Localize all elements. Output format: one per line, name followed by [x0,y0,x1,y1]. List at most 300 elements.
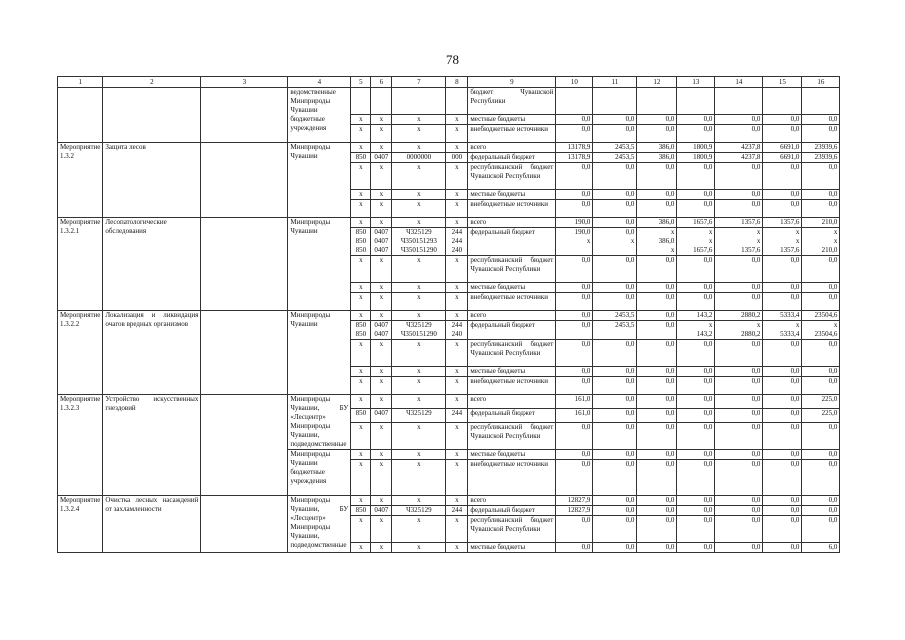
value-cell: 0,0 [677,340,715,367]
value-cell: 1357,6 [763,218,802,228]
value-cell: 1357,6 [715,218,763,228]
value-cell: 0,0 [802,200,840,218]
event-name-cell [103,88,201,143]
value-cell: 0,0 [593,256,637,283]
code-cell: х [446,311,468,321]
value-cell: 0,0 [763,496,802,506]
event-name-cell: Локализация и ликвидация очагов вредных организмов [103,311,201,395]
value-cell: 0,0 [763,256,802,283]
code-cell: 850 [351,506,371,516]
value-cell: 0,0 [763,395,802,409]
code-cell: х [446,395,468,409]
value-cell: 0,0 [593,395,637,409]
value-cell: 1800,9 [677,153,715,163]
source-cell: республиканский бюджет Чувашской Республики [468,516,556,543]
code-cell: х [351,460,371,496]
header-cell: 16 [802,77,840,88]
header-cell: 3 [201,77,288,88]
value-cell [556,88,593,115]
event-id-cell: Мероприятие 1.3.2.1 [58,218,103,311]
value-cell: 0,0 [715,516,763,543]
page-number: 78 [446,52,459,67]
value-cell: х х 210,0 [802,228,840,256]
value-cell: 0,0 х [593,228,637,256]
event-id-cell: Мероприятие 1.3.2 [58,143,103,218]
value-cell: 0,0 [802,496,840,506]
value-cell: 0,0 [763,409,802,423]
value-cell: 0,0 [556,200,593,218]
code-cell: 000 [446,153,468,163]
value-cell: 1800,9 [677,143,715,153]
code-cell: х [371,143,392,153]
source-cell: внебюджетные источники [468,460,556,496]
value-cell: 0,0 [715,450,763,460]
value-cell: 0,0 [677,423,715,450]
value-cell: 0,0 [593,450,637,460]
responsible-cell: Минприроды Чувашии [288,143,351,218]
code-cell: х [371,460,392,496]
event-id-cell: Мероприятие 1.3.2.4 [58,496,103,553]
empty-cell [201,88,288,143]
source-cell: внебюджетные источники [468,200,556,218]
code-cell: 0407 [371,153,392,163]
code-cell: х [371,293,392,311]
value-cell: 0,0 [802,516,840,543]
responsible-cell: Минприроды Чувашии [288,311,351,395]
source-cell: внебюджетные источники [468,377,556,395]
value-cell: 0,0 [637,163,677,190]
code-cell: х [392,543,446,553]
code-cell: х [446,450,468,460]
value-cell: 0,0 [715,293,763,311]
header-cell: 14 [715,77,763,88]
value-cell: 0,0 [763,460,802,496]
value-cell: 161,0 [556,409,593,423]
value-cell: 0,0 [637,460,677,496]
header-cell: 9 [468,77,556,88]
header-cell: 8 [446,77,468,88]
code-cell: х [351,496,371,506]
code-cell: х [351,293,371,311]
table-row [58,143,840,153]
value-cell: 0,0 [556,367,593,377]
code-cell: х [392,115,446,125]
code-cell [392,88,446,115]
value-cell: 0,0 [593,283,637,293]
value-cell: 6,0 [802,543,840,553]
value-cell: 0,0 [637,409,677,423]
value-cell: 0,0 [763,506,802,516]
code-cell: х [371,256,392,283]
value-cell: 0,0 [637,543,677,553]
source-cell: республиканский бюджет Чувашской Республики [468,340,556,367]
value-cell: 0,0 [593,543,637,553]
responsible-cell: ведомственные Минприроды Чувашии бюджетные учреждения [288,88,351,143]
empty-cell [201,218,288,311]
value-cell: 1657,6 [677,218,715,228]
code-cell: х [446,293,468,311]
value-cell: 190,0 [556,218,593,228]
code-cell [446,88,468,115]
value-cell: 0,0 [763,543,802,553]
code-cell: х [392,143,446,153]
source-cell: федеральный бюджет [468,228,556,256]
value-cell: 0,0 [593,293,637,311]
value-cell: 0,0 [556,340,593,367]
value-cell: 0,0 [677,163,715,190]
header-cell: 15 [763,77,802,88]
source-cell: республиканский бюджет Чувашской Республики [468,256,556,283]
header-cell: 11 [593,77,637,88]
responsible-cell: Минприроды Чувашии бюджетные учреждения [288,450,351,496]
value-cell: 0,0 [556,163,593,190]
value-cell: 190,0 х [556,228,593,256]
code-cell: 850 850 [351,321,371,340]
code-cell: Ч325129 [392,409,446,423]
value-cell: 0,0 [637,115,677,125]
value-cell [637,88,677,115]
value-cell: 0,0 [556,283,593,293]
value-cell: 0,0 [637,367,677,377]
value-cell: 0,0 [715,283,763,293]
code-cell: х [371,311,392,321]
value-cell: 0,0 [677,460,715,496]
responsible-cell: Минприроды Чувашии, БУ «Лесцентр» Минприроды Чувашии, подведомственные [288,395,351,450]
source-cell: местные бюджеты [468,543,556,553]
value-cell: 4237,8 [715,153,763,163]
code-cell: х [392,283,446,293]
code-cell: х [392,293,446,311]
value-cell: 0,0 [556,115,593,125]
value-cell: 0,0 [677,409,715,423]
code-cell: 0407 0407 [371,321,392,340]
code-cell: х [371,516,392,543]
code-cell [351,88,371,115]
value-cell: 0,0 [802,190,840,200]
value-cell: 0,0 [677,395,715,409]
code-cell: х [446,460,468,496]
value-cell: 0,0 [593,506,637,516]
header-cell: 2 [103,77,201,88]
code-cell: х [371,218,392,228]
value-cell: 0,0 [715,496,763,506]
code-cell: х [392,516,446,543]
value-cell: 0,0 [715,409,763,423]
code-cell: х [371,190,392,200]
event-name-cell: Защита лесов [103,143,201,218]
code-cell: Ч325129 Ч350151290 [392,321,446,340]
code-cell: х [446,115,468,125]
header-row [58,77,840,88]
source-cell: федеральный бюджет [468,153,556,163]
value-cell: х х 1657,6 [677,228,715,256]
value-cell [677,88,715,115]
source-cell: всего [468,395,556,409]
source-cell: внебюджетные источники [468,125,556,143]
code-cell: х [392,450,446,460]
value-cell: 386,0 [637,218,677,228]
value-cell: 23939,6 [802,153,840,163]
value-cell: 0,0 [802,293,840,311]
value-cell: 0,0 [763,115,802,125]
header-cell: 5 [351,77,371,88]
value-cell: 0,0 [593,423,637,450]
responsible-cell: Минприроды Чувашии [288,218,351,311]
code-cell: х [392,460,446,496]
value-cell: 23504,6 [802,311,840,321]
code-cell: х [392,256,446,283]
table-row [58,88,840,115]
value-cell: 0,0 [556,256,593,283]
value-cell: 0,0 [677,115,715,125]
value-cell: 0,0 [637,496,677,506]
value-cell: 0,0 [715,190,763,200]
code-cell: х [446,200,468,218]
value-cell: 225,0 [802,409,840,423]
code-cell: х [392,367,446,377]
value-cell: 0,0 [677,190,715,200]
value-cell: 0,0 [677,543,715,553]
value-cell: 0,0 [556,450,593,460]
code-cell: х [371,340,392,367]
code-cell: х [446,283,468,293]
value-cell: 0,0 [715,125,763,143]
code-cell: х [392,218,446,228]
event-id-cell: Мероприятие 1.3.2.3 [58,395,103,496]
value-cell: 0,0 [593,163,637,190]
value-cell: 0,0 [802,367,840,377]
value-cell: 0,0 [593,367,637,377]
value-cell: 6691,0 [763,153,802,163]
empty-cell [201,395,288,496]
source-cell: местные бюджеты [468,283,556,293]
code-cell: х [392,190,446,200]
table-row [58,496,840,506]
value-cell: 386,0 [637,153,677,163]
value-cell: 0,0 [556,293,593,311]
header-cell: 1 [58,77,103,88]
value-cell: х 2880,2 [715,321,763,340]
code-cell: х [371,200,392,218]
event-id-cell [58,88,103,143]
value-cell: 4237,8 [715,143,763,153]
value-cell: 0,0 [802,506,840,516]
code-cell: х [351,377,371,395]
value-cell: 12827,9 [556,496,593,506]
value-cell: 0,0 [593,125,637,143]
value-cell: 0,0 [593,115,637,125]
source-cell: всего [468,218,556,228]
empty-cell [201,496,288,553]
value-cell: 0,0 [715,377,763,395]
source-cell: федеральный бюджет [468,409,556,423]
code-cell: х [392,311,446,321]
value-cell: х х 1357,6 [763,228,802,256]
value-cell: 0,0 [556,321,593,340]
value-cell: 0,0 [637,256,677,283]
value-cell: 0,0 [593,377,637,395]
code-cell: 244 240 [446,321,468,340]
table-body [58,77,840,553]
value-cell: 0,0 [763,450,802,460]
code-cell: х [446,256,468,283]
value-cell: 0,0 [802,377,840,395]
value-cell: 0,0 [637,506,677,516]
value-cell: 6691,0 [763,143,802,153]
code-cell: Ч325129 [392,506,446,516]
code-cell: 0407 [371,506,392,516]
value-cell: 0,0 [637,377,677,395]
value-cell: 0,0 [556,516,593,543]
code-cell: х [351,367,371,377]
code-cell: х [392,340,446,367]
code-cell: х [371,125,392,143]
value-cell: 5333,4 [763,311,802,321]
value-cell: 2880,2 [715,311,763,321]
value-cell: 0,0 [593,516,637,543]
value-cell: 0,0 [637,283,677,293]
code-cell: 244 [446,409,468,423]
value-cell: 0,0 [763,377,802,395]
value-cell: 0,0 [677,367,715,377]
value-cell: х 5333,4 [763,321,802,340]
source-cell: бюджет Чувашской Республики [468,88,556,115]
event-id-cell: Мероприятие 1.3.2.2 [58,311,103,395]
code-cell: 0407 [371,409,392,423]
code-cell: х [446,496,468,506]
code-cell: 0407 0407 0407 [371,228,392,256]
value-cell: 0,0 [802,163,840,190]
code-cell: 244 [446,506,468,516]
value-cell: 0,0 [715,340,763,367]
value-cell: 0,0 [593,340,637,367]
code-cell: х [392,163,446,190]
code-cell [371,88,392,115]
value-cell: х 143,2 [677,321,715,340]
code-cell: х [392,496,446,506]
source-cell: всего [468,496,556,506]
code-cell: х [371,496,392,506]
value-cell: 0,0 [715,200,763,218]
value-cell: 0,0 [802,340,840,367]
value-cell: 0,0 [593,190,637,200]
code-cell: 244 244 240 [446,228,468,256]
value-cell: 0,0 [802,423,840,450]
value-cell: 0,0 [763,190,802,200]
value-cell: 0,0 [763,340,802,367]
source-cell: федеральный бюджет [468,321,556,340]
code-cell: х [351,256,371,283]
source-cell: местные бюджеты [468,190,556,200]
code-cell: 850 850 850 [351,228,371,256]
value-cell: 0,0 [593,496,637,506]
value-cell: 0,0 [593,460,637,496]
value-cell: 161,0 [556,395,593,409]
value-cell: 0,0 [802,283,840,293]
value-cell: 0,0 [556,190,593,200]
code-cell: 850 [351,153,371,163]
value-cell: 13178,9 [556,143,593,153]
value-cell: 0,0 [715,163,763,190]
value-cell: 225,0 [802,395,840,409]
value-cell: 0,0 [715,367,763,377]
value-cell: 0,0 [556,377,593,395]
code-cell: х [446,543,468,553]
source-cell: республиканский бюджет Чувашской Республики [468,423,556,450]
value-cell: 0,0 [556,125,593,143]
value-cell: 0,0 [715,543,763,553]
value-cell: 0,0 [763,200,802,218]
value-cell: 0,0 [763,516,802,543]
code-cell: х [392,200,446,218]
source-cell: внебюджетные источники [468,293,556,311]
value-cell: 0,0 [677,283,715,293]
value-cell: 0,0 [715,423,763,450]
value-cell: 0,0 [715,115,763,125]
code-cell: х [351,283,371,293]
value-cell: 0,0 [802,256,840,283]
code-cell: х [371,395,392,409]
value-cell: 0,0 [593,218,637,228]
value-cell: 0,0 [677,256,715,283]
value-cell: 0,0 [677,496,715,506]
event-name-cell: Очистка лесных насаждений от захламленности [103,496,201,553]
empty-cell [201,311,288,395]
value-cell: 13178,9 [556,153,593,163]
code-cell: х [351,516,371,543]
value-cell: 0,0 [763,367,802,377]
code-cell: х [371,377,392,395]
code-cell: х [446,125,468,143]
value-cell: 0,0 [593,200,637,218]
value-cell: 0,0 [637,340,677,367]
code-cell: х [371,543,392,553]
value-cell: 12827,9 [556,506,593,516]
header-cell: 13 [677,77,715,88]
value-cell: 0,0 [637,311,677,321]
value-cell: 0,0 [763,163,802,190]
value-cell: 0,0 [637,516,677,543]
header-cell: 10 [556,77,593,88]
value-cell [715,88,763,115]
code-cell: х [351,115,371,125]
code-cell: 0000000 [392,153,446,163]
source-cell: местные бюджеты [468,450,556,460]
code-cell: х [446,163,468,190]
header-cell: 12 [637,77,677,88]
value-cell: 0,0 [763,423,802,450]
code-cell: х [392,125,446,143]
source-cell: всего [468,143,556,153]
value-cell: 0,0 [763,293,802,311]
value-cell: 0,0 [802,450,840,460]
code-cell: х [392,423,446,450]
value-cell [763,88,802,115]
code-cell: х [392,377,446,395]
value-cell: 0,0 [556,543,593,553]
value-cell [593,88,637,115]
value-cell: 0,0 [763,283,802,293]
code-cell: 850 [351,409,371,423]
value-cell: 2453,5 [593,311,637,321]
value-cell: 2453,5 [593,321,637,340]
code-cell: х [351,200,371,218]
value-cell: 0,0 [637,293,677,311]
code-cell: х [351,311,371,321]
value-cell: 210,0 [802,218,840,228]
code-cell: х [351,450,371,460]
code-cell: х [446,190,468,200]
